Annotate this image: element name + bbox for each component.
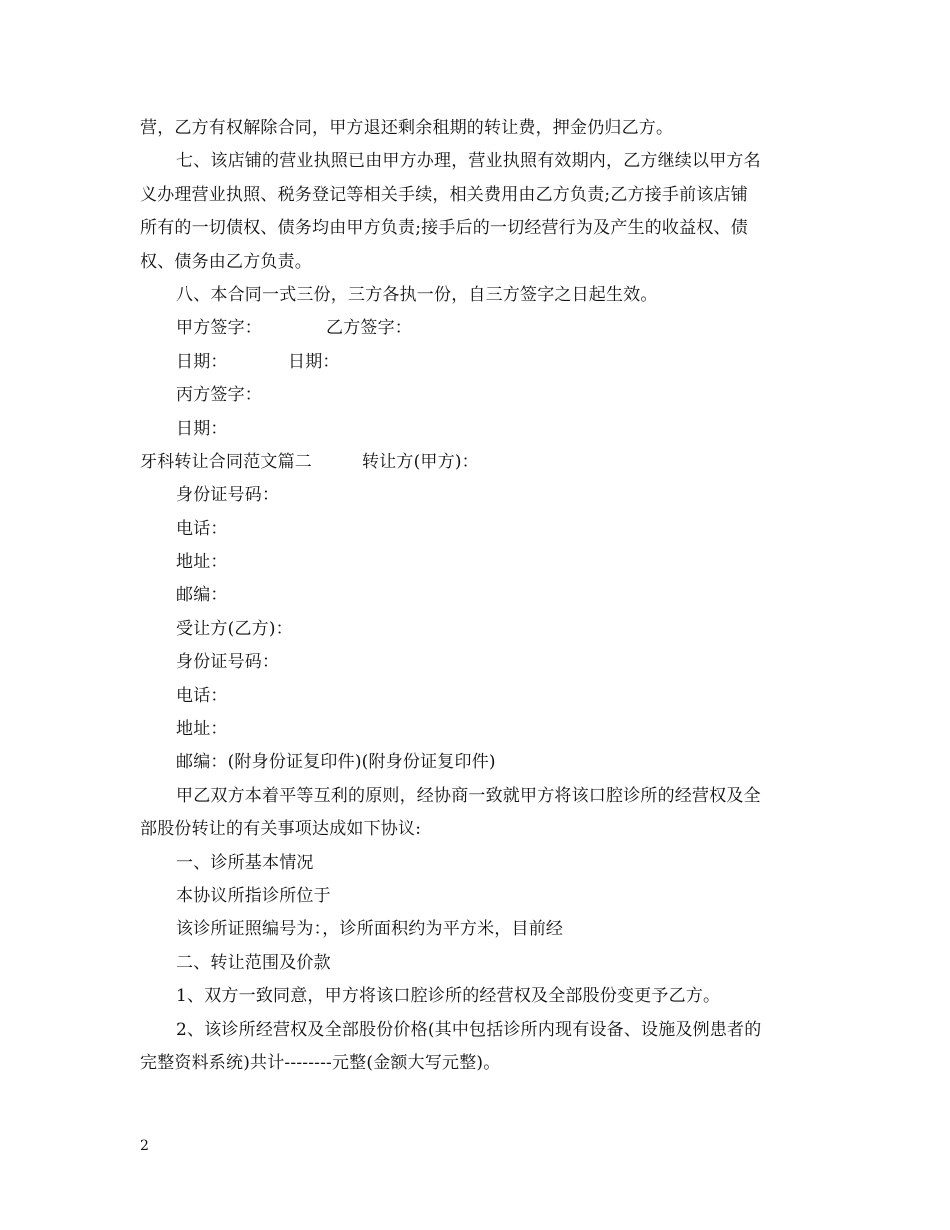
transferor-phone-field: 电话： — [176, 518, 228, 539]
transferee-address-field: 地址： — [176, 719, 228, 740]
transferee-label: 受让方(乙方)： — [176, 618, 293, 639]
date-b-label: 日期： — [288, 351, 340, 372]
price-clause-line: 2、该诊所经营权及全部股份价格(其中包括诊所内现有设备、设施及例患者的 — [176, 1019, 762, 1040]
clause-line: 1、双方一致同意，甲方将该口腔诊所的经营权及全部股份变更予乙方。 — [176, 986, 721, 1007]
transferor-id-field: 身份证号码： — [176, 485, 280, 506]
date-row-a-b — [140, 346, 820, 379]
transferor-address-field: 地址： — [176, 552, 228, 573]
paragraph-line: 所有的一切债权、债务均由甲方负责;接手后的一切经营行为及产生的收益权、债 — [140, 218, 748, 239]
signature-row-a-b — [140, 312, 820, 345]
paragraph-line: 七、该店铺的营业执照已由甲方办理，营业执照有效期内，乙方继续以甲方名 — [176, 151, 761, 172]
agreement-intro-line: 部股份转让的有关事项达成如下协议: — [140, 819, 422, 840]
clause-heading-1: 一、诊所基本情况 — [176, 852, 314, 873]
party-c-signature-label: 丙方签字： — [176, 385, 262, 406]
transferee-phone-field: 电话： — [176, 685, 228, 706]
clause-heading-2: 二、转让范围及价款 — [176, 952, 331, 973]
section-two-header-row — [140, 446, 820, 479]
paragraph-line: 义办理营业执照、税务登记等相关手续，相关费用由乙方负责;乙方接手前该店铺 — [140, 184, 748, 205]
section-two-heading: 牙科转让合同范文篇二 — [140, 451, 312, 472]
paragraph-line: 营，乙方有权解除合同，甲方退还剩余租期的转让费，押金仍归乙方。 — [140, 118, 674, 138]
date-c-label: 日期： — [176, 418, 228, 439]
transferor-postcode-field: 邮编： — [176, 585, 228, 606]
paragraph-line: 权、债务由乙方负责。 — [140, 251, 312, 272]
party-b-signature-label: 乙方签字： — [326, 318, 412, 339]
party-a-signature-label: 甲方签字： — [176, 318, 262, 339]
document-body — [140, 112, 820, 1080]
paragraph-line: 八、本合同一式三份，三方各执一份，自三方签字之日起生效。 — [176, 284, 658, 305]
clause-line: 该诊所证照编号为：，诊所面积约为平方米，目前经 — [176, 919, 564, 940]
page-number: 2 — [140, 1138, 149, 1154]
agreement-intro-line: 甲乙双方本着平等互利的原则，经协商一致就甲方将该口腔诊所的经营权及全 — [176, 785, 761, 806]
transferee-postcode-field: 邮编：(附身份证复印件)(附身份证复印件) — [176, 752, 496, 773]
price-clause-line: 完整资料系统)共计--------元整(金额大写元整)。 — [140, 1052, 501, 1073]
transferee-id-field: 身份证号码： — [176, 652, 280, 673]
date-a-label: 日期： — [176, 351, 228, 372]
transferor-label: 转让方(甲方)： — [362, 451, 479, 472]
clause-line: 本协议所指诊所位于 — [176, 885, 331, 906]
